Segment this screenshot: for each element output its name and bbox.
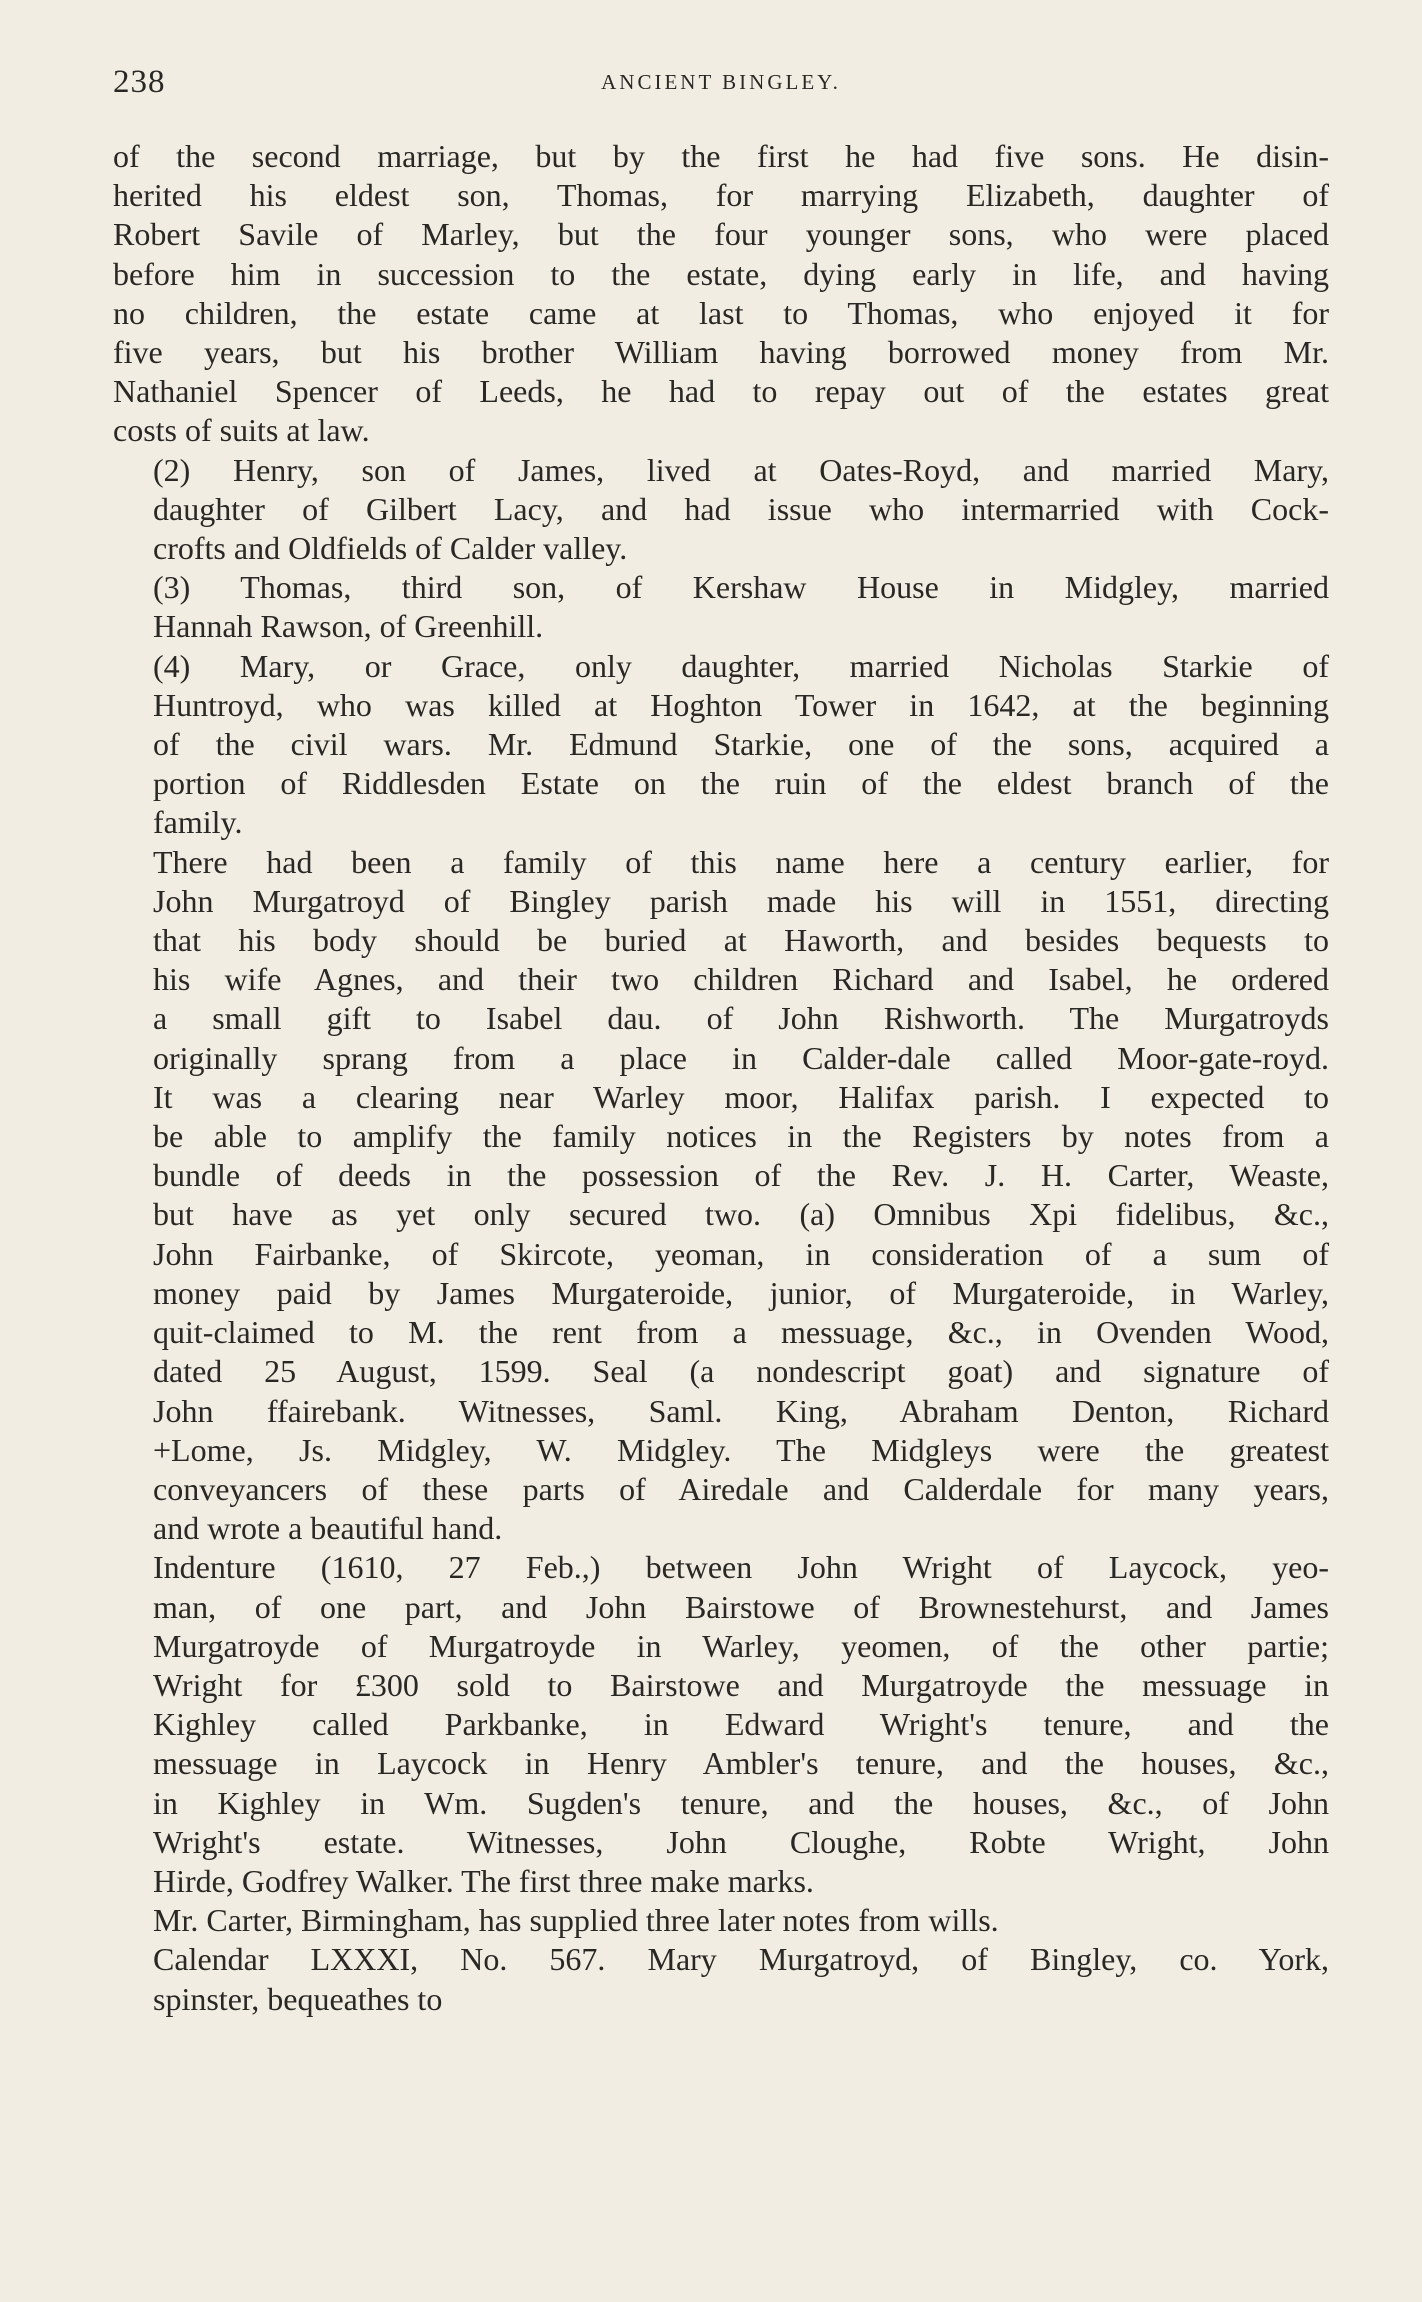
text-line: a small gift to Isabel dau. of John Rishworth. The Murgatroyds xyxy=(153,1000,1329,1037)
text-line: Calendar LXXXI, No. 567. Mary Murgatroyd, of Bingley, co. York, xyxy=(153,1941,1329,1978)
text-line: five years, but his brother William having borrowed money from Mr. xyxy=(113,334,1329,371)
paragraph xyxy=(113,1901,1329,1940)
paragraph xyxy=(113,647,1329,843)
text-line: be able to amplify the family notices in the Registers by notes from a xyxy=(153,1118,1329,1155)
text-line: Wright for £300 sold to Bairstowe and Murgatroyde the messuage in xyxy=(153,1666,1329,1703)
text-line: that his body should be buried at Haworth, and besides bequests to xyxy=(153,922,1329,959)
text-line: in Kighley in Wm. Sugden's tenure, and the houses, &c., of John xyxy=(153,1784,1329,1821)
text-line: Mr. Carter, Birmingham, has supplied three later notes from wills. xyxy=(153,1902,999,1939)
text-line: and wrote a beautiful hand. xyxy=(153,1510,503,1547)
text-line: before him in succession to the estate, dying early in life, and having xyxy=(113,255,1329,292)
text-line: Indenture (1610, 27 Feb.,) between John Wright of Laycock, yeo- xyxy=(153,1549,1329,1586)
paragraph xyxy=(113,568,1329,646)
text-line: messuage in Laycock in Henry Ambler's tenure, and the houses, &c., xyxy=(153,1745,1329,1782)
text-line: no children, the estate came at last to Thomas, who enjoyed it for xyxy=(113,294,1329,331)
body-text xyxy=(113,137,1329,2019)
text-line: quit-claimed to M. the rent from a messuage, &c., in Ovenden Wood, xyxy=(153,1314,1329,1351)
text-line: (2) Henry, son of James, lived at Oates-Royd, and married Mary, xyxy=(153,451,1329,488)
text-line: of the second marriage, but by the first he had five sons. He disin- xyxy=(113,138,1329,174)
text-line: portion of Riddlesden Estate on the ruin of the eldest branch of the xyxy=(153,765,1329,802)
text-line: John Murgatroyd of Bingley parish made his will in 1551, directing xyxy=(153,882,1329,919)
text-line: conveyancers of these parts of Airedale and Calderdale for many years, xyxy=(153,1470,1329,1507)
paragraph xyxy=(113,1940,1329,2018)
text-line: Hirde, Godfrey Walker. The first three make marks. xyxy=(153,1862,814,1899)
paragraph xyxy=(113,843,1329,1549)
text-line: Huntroyd, who was killed at Hoghton Tower in 1642, at the beginning xyxy=(153,686,1329,723)
text-line: his wife Agnes, and their two children Richard and Isabel, he ordered xyxy=(153,961,1329,998)
text-line: money paid by James Murgateroide, junior, of Murgateroide, in Warley, xyxy=(153,1274,1329,1311)
text-line: (4) Mary, or Grace, only daughter, married Nicholas Starkie of xyxy=(153,647,1329,684)
text-line: Wright's estate. Witnesses, John Cloughe, Robte Wright, John xyxy=(153,1823,1329,1860)
paragraph xyxy=(113,1548,1329,1901)
page-number: 238 xyxy=(113,64,166,100)
text-line: There had been a family of this name here a century earlier, for xyxy=(153,843,1329,880)
text-line: Nathaniel Spencer of Leeds, he had to repay out of the estates great xyxy=(113,373,1329,410)
text-line: Hannah Rawson, of Greenhill. xyxy=(153,608,544,645)
paragraph xyxy=(113,451,1329,569)
text-line: Murgatroyde of Murgatroyde in Warley, yeomen, of the other partie; xyxy=(153,1627,1329,1664)
text-line: but have as yet only secured two. (a) Omnibus Xpi fidelibus, &c., xyxy=(153,1196,1329,1233)
text-line: daughter of Gilbert Lacy, and had issue who intermarried with Cock- xyxy=(153,490,1329,527)
text-line: (3) Thomas, third son, of Kershaw House in Midgley, married xyxy=(153,569,1329,606)
running-head xyxy=(113,64,1329,104)
text-line: family. xyxy=(153,804,243,841)
text-line: dated 25 August, 1599. Seal (a nondescript goat) and signature of xyxy=(153,1353,1329,1390)
text-line: costs of suits at law. xyxy=(113,412,370,449)
text-line: herited his eldest son, Thomas, for marrying Elizabeth, daughter of xyxy=(113,177,1329,214)
text-line: Robert Savile of Marley, but the four younger sons, who were placed xyxy=(113,216,1329,253)
text-line: +Lome, Js. Midgley, W. Midgley. The Midgleys were the greatest xyxy=(153,1431,1329,1468)
text-line: spinster, bequeathes to xyxy=(153,1980,443,2017)
text-line: bundle of deeds in the possession of the Rev. J. H. Carter, Weaste, xyxy=(153,1157,1329,1194)
text-line: It was a clearing near Warley moor, Halifax parish. I expected to xyxy=(153,1078,1329,1115)
text-line: of the civil wars. Mr. Edmund Starkie, one of the sons, acquired a xyxy=(153,726,1329,763)
text-line: Kighley called Parkbanke, in Edward Wright's tenure, and the xyxy=(153,1706,1329,1743)
text-line: John ffairebank. Witnesses, Saml. King, Abraham Denton, Richard xyxy=(153,1392,1329,1429)
text-line: man, of one part, and John Bairstowe of Brownestehurst, and James xyxy=(153,1588,1329,1625)
paragraph xyxy=(113,137,1329,451)
text-line: John Fairbanke, of Skircote, yeoman, in consideration of a sum of xyxy=(153,1235,1329,1272)
text-line: originally sprang from a place in Calder-dale called Moor-gate-royd. xyxy=(153,1039,1329,1076)
text-line: crofts and Oldfields of Calder valley. xyxy=(153,530,628,567)
running-title: ANCIENT BINGLEY. xyxy=(601,70,841,94)
